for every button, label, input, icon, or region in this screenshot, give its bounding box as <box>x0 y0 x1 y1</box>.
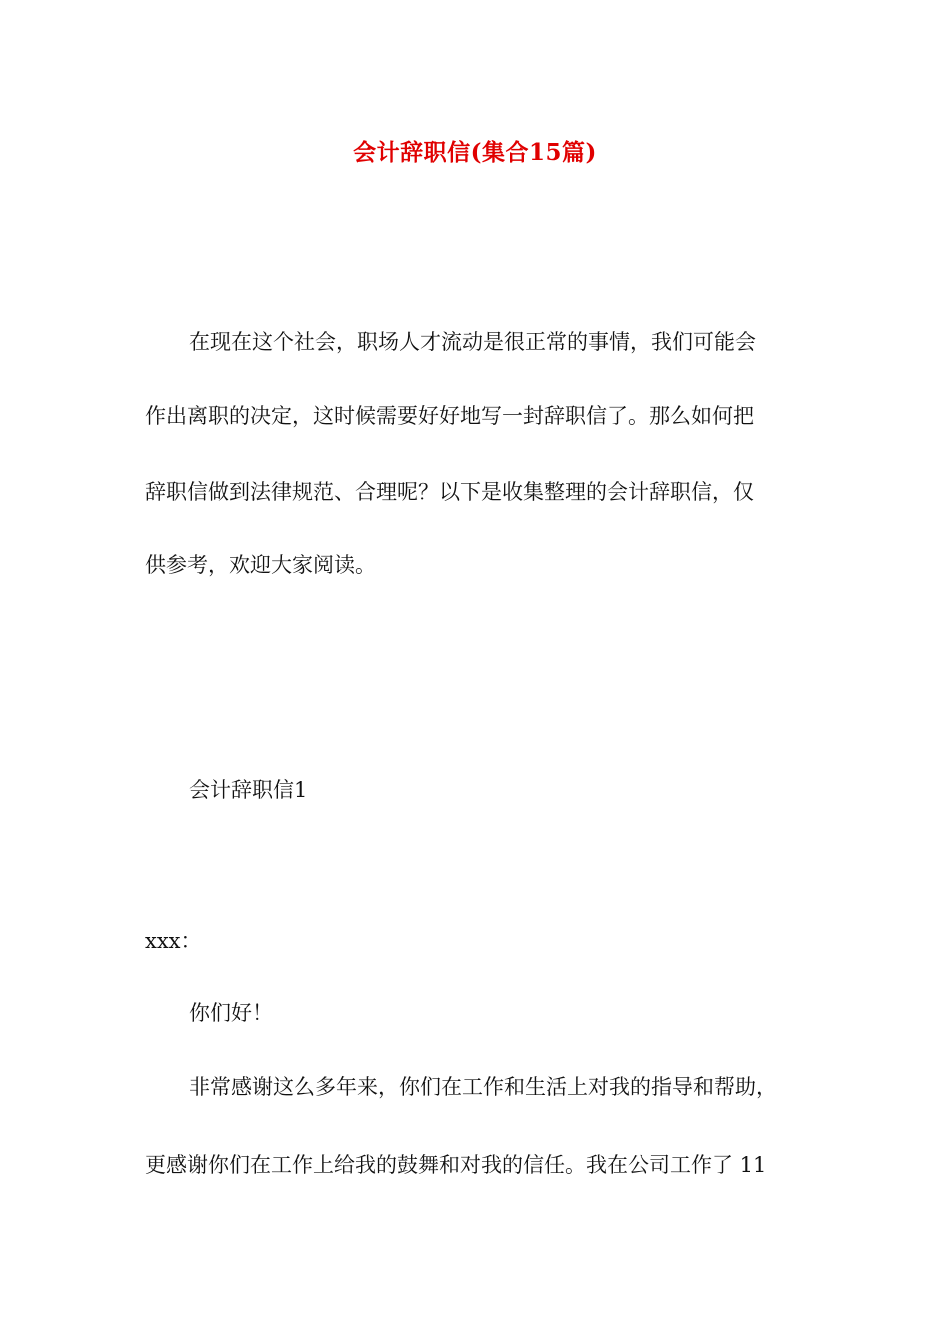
body-line-1: 非常感谢这么多年来，你们在工作和生活上对我的指导和帮助， <box>189 1075 777 1099</box>
document-title: 会计辞职信(集合15篇) <box>353 139 597 166</box>
salutation: xxx： <box>145 929 202 953</box>
intro-line-4: 供参考，欢迎大家阅读。 <box>145 553 376 577</box>
section-heading: 会计辞职信1 <box>189 778 308 802</box>
intro-line-2: 作出离职的决定，这时候需要好好地写一封辞职信了。那么如何把 <box>145 404 754 428</box>
intro-line-3: 辞职信做到法律规范、合理呢？以下是收集整理的会计辞职信，仅 <box>145 480 754 504</box>
intro-line-1: 在现在这个社会，职场人才流动是很正常的事情，我们可能会 <box>189 330 756 354</box>
greeting: 你们好！ <box>189 1001 273 1025</box>
body-line-2: 更感谢你们在工作上给我的鼓舞和对我的信任。我在公司工作了 11 <box>145 1153 767 1177</box>
